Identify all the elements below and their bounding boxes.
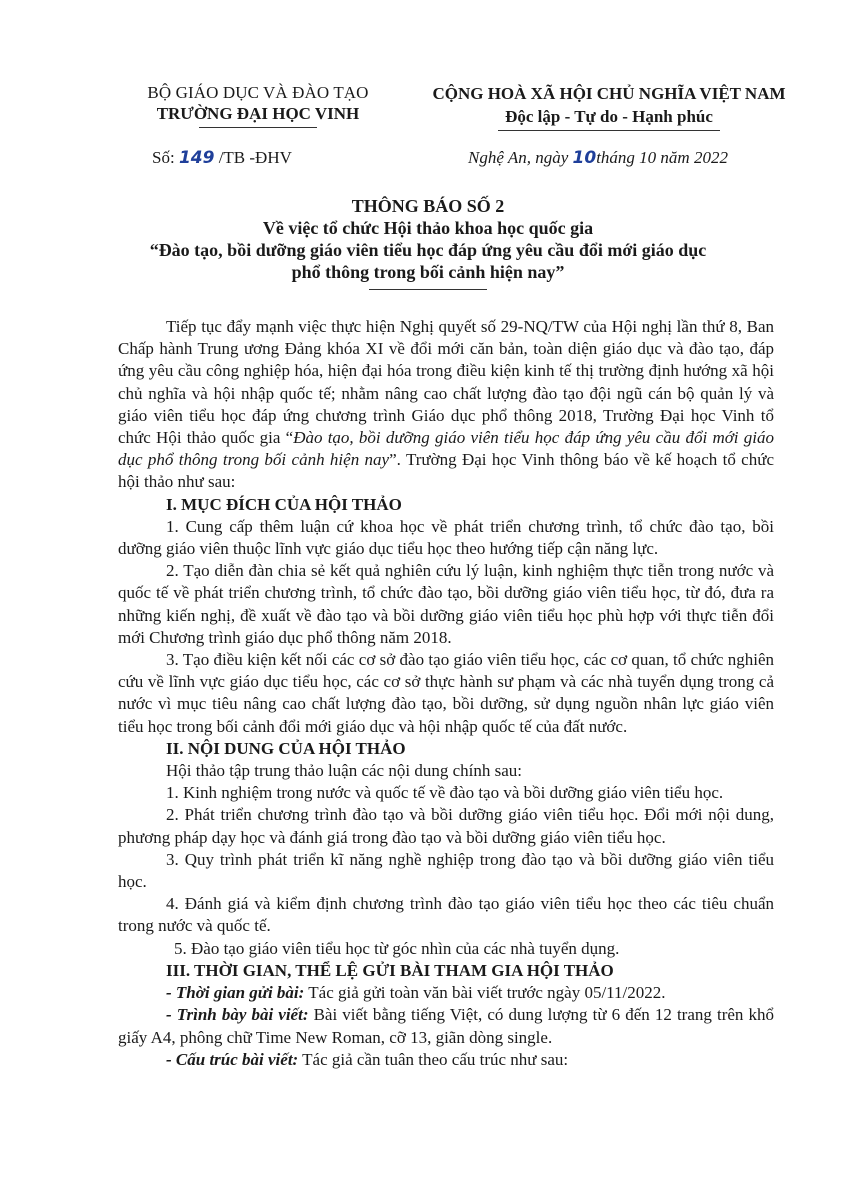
section-1-heading: I. MỤC ĐÍCH CỦA HỘI THẢO (166, 494, 402, 514)
deadline-text: Tác giả gửi toàn văn bài viết trước ngày 05/11/2022. (304, 983, 666, 1003)
section-1-item-3: 3. Tạo điều kiện kết nối các cơ sở đào tạo giáo viên tiểu học, các cơ quan, tổ chức nghiên cứu về lĩnh vực giáo dục tiểu học, các cơ sở thực hành sư phạm và các nhà tuyển dụng trong cả nước vì mục tiêu nâng cao chất lượng đào tạo, bồi dưỡng, sử dụng nguồn nhân lực giáo viên tiểu học trong bối cảnh đổi mới giáo dục và hội nhập quốc tế của đất nước. (118, 650, 774, 736)
intro-text-2: ”. Trường Đại học Vinh thông báo về kế hoạch tổ chức hội thảo như sau: (118, 450, 774, 492)
format-text: Bài viết bằng tiếng Việt, có dung lượng từ 6 đến 12 trang trên khổ giấy A4, phông chữ Time New Roman, cỡ 13, giãn dòng single. (118, 1005, 774, 1047)
national-motto: Độc lập - Tự do - Hạnh phúc (505, 107, 713, 126)
section-2-item-5: 5. Đào tạo giáo viên tiểu học từ góc nhìn của các nhà tuyển dụng. (174, 938, 620, 958)
handwritten-number: 149 (178, 148, 215, 168)
title-underline (369, 289, 487, 290)
date-suffix: tháng 10 năm 2022 (596, 148, 728, 167)
title-line-3: “Đào tạo, bồi dưỡng giáo viên tiểu học đáp ứng yêu cầu đổi mới giáo dục (149, 240, 707, 260)
section-1-item-1: 1. Cung cấp thêm luận cứ khoa học về phát triển chương trình, tổ chức đào tạo, bồi dưỡng giáo viên thuộc lĩnh vực giáo dục tiểu học theo hướng tiếp cận năng lực. (118, 516, 774, 559)
intro-text-1: Tiếp tục đẩy mạnh việc thực hiện Nghị quyết số 29-NQ/TW của Hội nghị lần thứ 8, Ban Chấp hành Trung ương Đảng khóa XI về đổi mới căn bản, toàn diện giáo dục và đào tạo, đáp ứng yêu cầu công nghiệp hóa, hiện đại hóa trong điều kiện kinh tế thị trường định hướng xã hội chủ nghĩa và hội nhập quốc tế; nhằm nâng cao chất lượng đào tạo đội ngũ cán bộ quản lý và giáo viên tiểu học đáp ứng chương trình Giáo dục phổ thông 2018, Trường Đại học Vinh tổ chức Hội thảo quốc gia “ (118, 317, 774, 448)
intro-conference-name: Đào tạo, bồi dưỡng giáo viên tiểu học đáp ứng yêu cầu đổi mới giáo dục phổ thông trong bối cảnh hiện nay (118, 428, 774, 470)
document-number-suffix: /TB -ĐHV (214, 148, 292, 167)
document-number-prefix: Số: (152, 148, 179, 167)
document-number (152, 148, 292, 168)
issuer-header (128, 82, 388, 128)
section-2-item-3: 3. Quy trình phát triển kĩ năng nghề nghiệp trong đào tạo và bồi dưỡng giáo viên tiểu học. (118, 849, 774, 892)
intro-paragraph (118, 316, 774, 494)
document-title (70, 195, 786, 290)
republic-name: CỘNG HOÀ XÃ HỘI CHỦ NGHĨA VIỆT NAM (432, 84, 786, 103)
handwritten-day: 10 (572, 148, 597, 168)
section-1-item-2: 2. Tạo diễn đàn chia sẻ kết quả nghiên cứu lý luận, kinh nghiệm thực tiễn trong nước và quốc tế về phát triển chương trình, tổ chức đào tạo, bồi dưỡng giáo viên tiểu học, từ đó, đưa ra những kiến nghị, đề xuất về đào tạo và bồi dưỡng giáo viên tiểu học phù hợp với thực tiễn đổi mới Chương trình giáo dục phổ thông năm 2018. (118, 561, 774, 647)
section-2-item-1: 1. Kinh nghiệm trong nước và quốc tế về đào tạo và bồi dưỡng giáo viên tiểu học. (166, 783, 724, 803)
university-name: TRƯỜNG ĐẠI HỌC VINH (156, 104, 360, 123)
format-paragraph (118, 1004, 774, 1048)
motto-underline (498, 130, 720, 131)
title-line-1: THÔNG BÁO SỐ 2 (351, 196, 505, 216)
section-2-intro: Hội thảo tập trung thảo luận các nội dung chính sau: (166, 761, 522, 781)
national-header (420, 82, 798, 131)
issue-date (468, 148, 728, 168)
section-3-heading: III. THỜI GIAN, THỂ LỆ GỬI BÀI THAM GIA HỘI THẢO (166, 960, 614, 980)
structure-label: - Cấu trúc bài viết: (166, 1049, 299, 1069)
section-2-heading: II. NỘI DUNG CỦA HỘI THẢO (166, 738, 406, 758)
structure-paragraph (118, 1049, 774, 1071)
date-prefix: Nghệ An, ngày (468, 148, 573, 167)
format-label: - Trình bày bài viết: (166, 1005, 309, 1025)
ministry-name: BỘ GIÁO DỤC VÀ ĐÀO TẠO (147, 83, 369, 102)
document-body (118, 316, 774, 1071)
structure-text: Tác giả cần tuân theo cấu trúc như sau: (298, 1049, 569, 1069)
section-2-item-4: 4. Đánh giá và kiểm định chương trình đào tạo giáo viên tiểu học theo các tiêu chuẩn trong nước và quốc tế. (118, 894, 774, 936)
deadline-label: - Thời gian gửi bài: (166, 983, 305, 1003)
issuer-underline (199, 127, 317, 128)
title-line-4: phổ thông trong bối cảnh hiện nay” (291, 262, 565, 282)
deadline-paragraph (118, 982, 774, 1004)
section-2-item-2: 2. Phát triển chương trình đào tạo và bồi dưỡng giáo viên tiểu học. Đổi mới nội dung, phương pháp dạy học và đánh giá trong đào tạo và bồi dưỡng giáo viên tiểu học. (118, 805, 774, 847)
title-line-2: Về việc tổ chức Hội thảo khoa học quốc gia (262, 218, 594, 238)
